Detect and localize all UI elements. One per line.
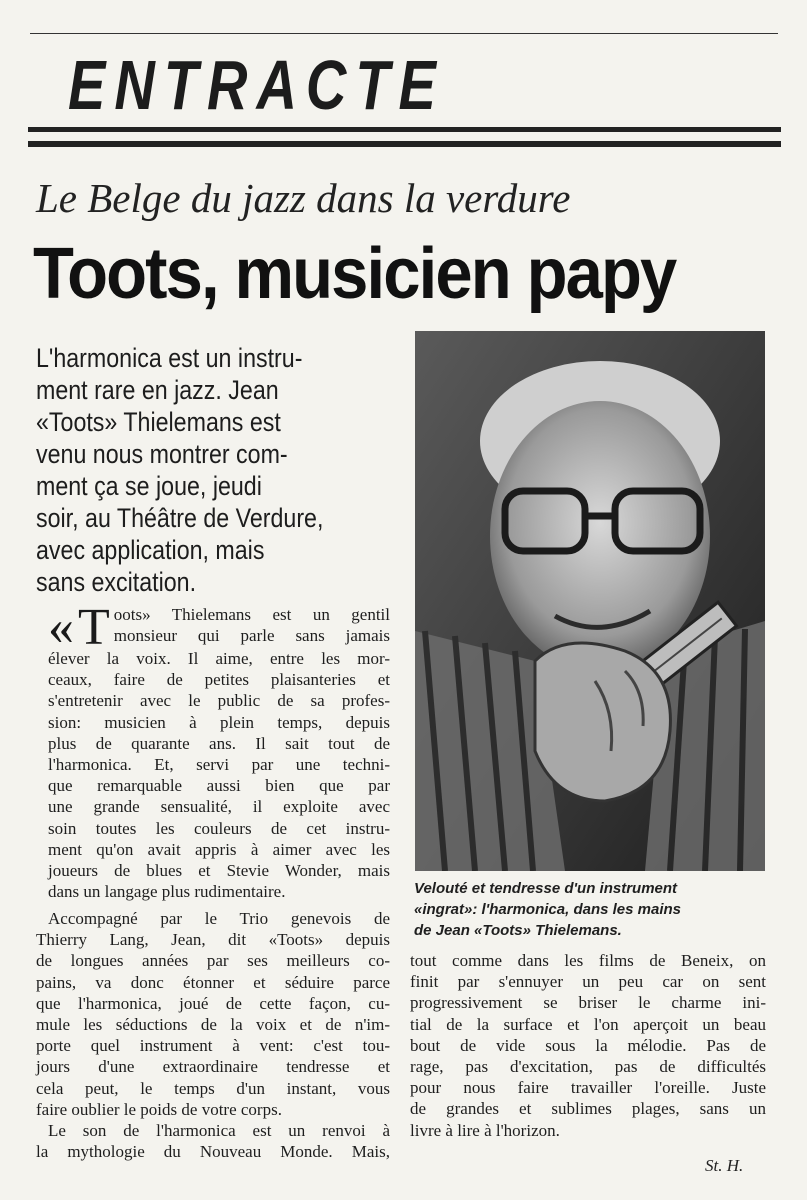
body-line: de longues années par ses meilleurs co- [36, 951, 390, 971]
body-line: pour nous faire travailler l'oreille. Juste [410, 1078, 766, 1098]
drop-cap: T [78, 599, 110, 656]
body-line: sion: musicien à plein temps, depuis [48, 712, 390, 732]
body-line: la mythologie du Nouveau Monde. Mais, [36, 1142, 390, 1162]
body-line: soin toutes les couleurs de cet instru- [48, 818, 390, 838]
body-line: bout de vide sous la mélodie. Pas de [410, 1035, 766, 1055]
body-line: finit par s'ennuyer un peu car on sent [410, 972, 766, 992]
body-line: Thierry Lang, Jean, dit «Toots» depuis [36, 930, 390, 950]
body-line: plus de quarante ans. Il sait tout de [48, 733, 390, 753]
caption-line: de Jean «Toots» Thielemans. [414, 922, 622, 939]
body-line: une grande sensualité, il exploite avec [48, 797, 390, 817]
top-rule [30, 33, 778, 34]
lede-line: soir, au Théâtre de Verdure, [36, 503, 324, 533]
body-line: mule les séductions de la voix et de n'im- [36, 1015, 390, 1035]
lede-line: ment rare en jazz. Jean [36, 375, 279, 405]
body-line: faire oublier le poids de votre corps. [36, 1099, 282, 1119]
lede-line: venu nous montrer com- [36, 439, 288, 469]
lede-line: «Toots» Thielemans est [36, 407, 281, 437]
body-line: joueurs de blues et Stevie Wonder, mais [48, 861, 390, 881]
body-line: que remarquable aussi bien que par [48, 776, 390, 796]
body-line: tout comme dans les films de Beneix, on [410, 951, 766, 970]
rubric-rule-bottom [28, 141, 781, 147]
lead-in [48, 599, 390, 656]
body-line: porte quel instrument à vent: c'est tou- [36, 1036, 390, 1056]
photo-caption [414, 878, 766, 941]
author-signature: St. H. [705, 1156, 744, 1175]
body-line: rage, pas d'excitation, pas de difficultés [410, 1057, 766, 1077]
body-line: monsieur qui parle sans jamais [113, 626, 390, 646]
kicker: Le Belge du jazz dans la verdure [36, 175, 571, 221]
body-line: cela peut, le temps d'un instant, vous [36, 1078, 390, 1098]
headline: Toots, musicien papy [33, 234, 676, 314]
portrait-illustration [415, 331, 765, 871]
lede-line: sans excitation. [36, 567, 197, 597]
body-line: dans un langage plus rudimentaire. [48, 882, 286, 902]
body-line: élever la voix. Il aime, entre les mor- [48, 649, 390, 668]
body-column-1-continued [36, 908, 390, 1162]
body-line: de grandes et sublimes plages, sans un [410, 1099, 766, 1119]
lede-line: avec application, mais [36, 535, 265, 565]
body-line: s'entretenir avec le public de sa profes- [48, 691, 390, 711]
body-column-2 [410, 950, 766, 1141]
body-line: oots» Thielemans est un gentil [113, 605, 390, 624]
lede-line: L'harmonica est un instru- [36, 343, 303, 373]
body-line: que l'harmonica, joué de cette façon, cu- [36, 993, 390, 1013]
portrait-photo [415, 331, 765, 871]
body-line: jours d'une extraordinaire tendresse et [36, 1057, 390, 1077]
lede-line: ment ça se joue, jeudi [36, 471, 262, 501]
section-rubric: ENTRACTE [68, 45, 445, 124]
lede [36, 342, 376, 598]
body-line: livre à lire à l'horizon. [410, 1120, 560, 1140]
caption-line: Velouté et tendresse d'un instrument [414, 880, 678, 897]
body-column-1 [48, 599, 390, 902]
opening-quote: « [48, 599, 74, 656]
body-line: Le son de l'harmonica est un renvoi à [48, 1121, 390, 1141]
body-line: ment qu'on avait appris à aimer avec les [48, 839, 390, 859]
body-line: progressivement se briser le charme ini- [410, 993, 766, 1013]
rubric-rule-top [28, 127, 781, 132]
body-line: l'harmonica. Et, servi par une techni- [48, 755, 390, 775]
body-line: tial de la surface et l'on aperçoit un beau [410, 1014, 766, 1034]
body-line: pains, va donc étonner et séduire parce [36, 972, 390, 992]
body-line: ceaux, faire de petites plaisanteries et [48, 670, 390, 690]
body-line: Accompagné par le Trio genevois de [48, 909, 390, 928]
caption-line: «ingrat»: l'harmonica, dans les mains [414, 901, 681, 918]
